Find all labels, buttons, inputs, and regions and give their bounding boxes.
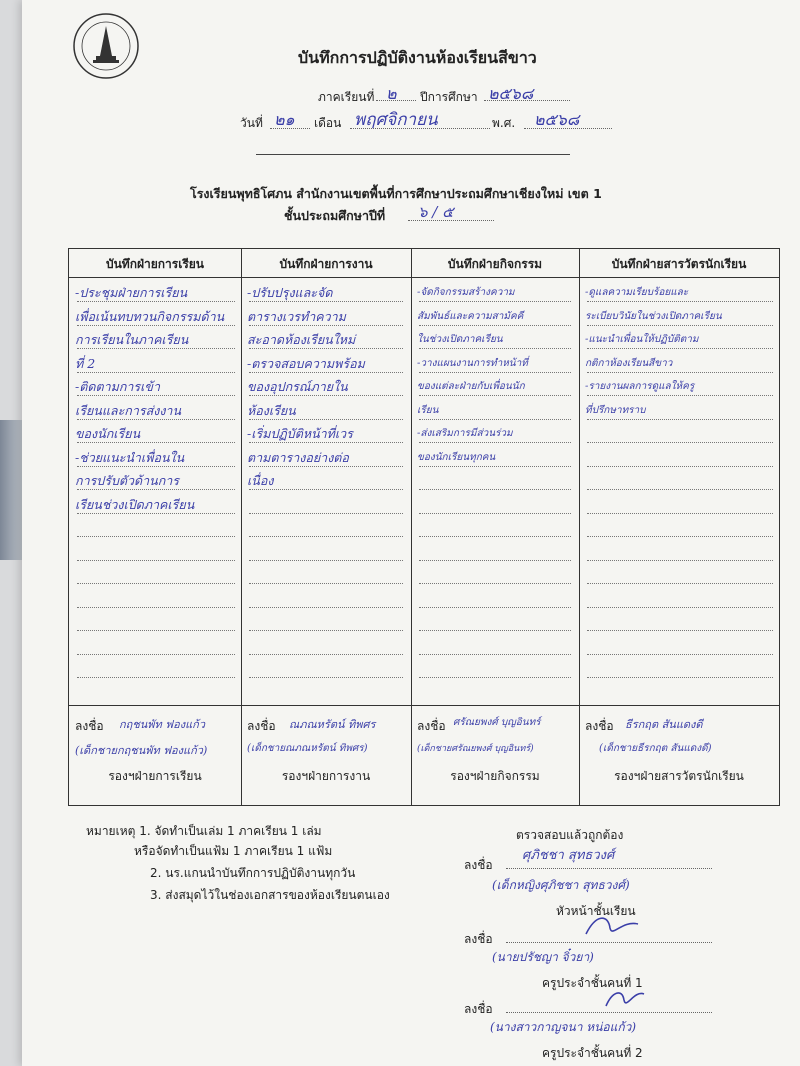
ruled-line [77, 583, 235, 584]
entry-line: การเรียนในภาคเรียน [75, 332, 189, 347]
entry-line: ห้องเรียน [247, 402, 296, 418]
entry-line: ตารางเวรทำความ [247, 308, 346, 324]
note-1: หมายเหตุ 1. จัดทำเป็นเล่ม 1 ภาคเรียน 1 เล่ม [86, 824, 322, 838]
ruled-line [77, 630, 235, 631]
ruled-line [587, 630, 773, 631]
semester-value: ๒ [386, 84, 397, 103]
heading-inspector: บันทึกฝ่ายสารวัตรนักเรียน [611, 257, 747, 271]
ruled-line [587, 442, 773, 443]
printed-name-inspector: (เด็กชายธีรกฤต สันแดงดี) [599, 743, 712, 754]
entry-line: สัมพันธ์และความสามัคคี [417, 310, 524, 322]
entry-line: ของนักเรียน [75, 426, 141, 441]
entry-line: ของนักเรียนทุกคน [417, 451, 496, 463]
role-work: รองฯฝ่ายการงาน [281, 769, 371, 783]
ruled-line [587, 560, 773, 561]
entry-line: การปรับตัวด้านการ [75, 473, 180, 488]
sign-label-inspector: ลงชื่อ [585, 719, 614, 733]
role-academic: รองฯฝ่ายการเรียน [108, 769, 202, 783]
note-1b: หรือจัดทำเป็นแฟ้ม 1 ภาคเรียน 1 แฟ้ม [134, 844, 333, 858]
activity-table [68, 248, 780, 806]
head-signature: ศุภิชชา สุทธวงศ์ [522, 848, 615, 863]
day-label: วันที่ [240, 116, 263, 130]
be-value: ๒๕๖๘ [534, 110, 580, 129]
entry-line: ในช่วงเปิดภาคเรียน [417, 334, 503, 345]
signature-academic: กฤชนพัท ฟองแก้ว [119, 718, 205, 731]
signature-work: ณภณหรัตน์ ทิพศร [289, 718, 376, 731]
heading-work: บันทึกฝ่ายการงาน [279, 257, 373, 271]
ruled-line [249, 677, 403, 678]
entry-line: -ปรับปรุงและจัด [247, 285, 333, 300]
entry-line: -ดูแลความเรียบร้อยและ [585, 287, 689, 298]
printed-name-activity: (เด็กชายศรัณยพงศ์ บุญอินทร์) [417, 744, 534, 754]
ruled-line [419, 583, 571, 584]
entry-line: ที่ 2 [75, 355, 96, 371]
teacher1-role: ครูประจำชั้นคนที่ 1 [542, 976, 643, 990]
ruled-line [587, 654, 773, 655]
ruled-line [249, 630, 403, 631]
school-logo-icon [72, 12, 140, 80]
semester-label: ภาคเรียนที่ [318, 90, 375, 104]
page-title: บันทึกการปฏิบัติงานห้องเรียนสีขาว [298, 48, 537, 67]
signature-inspector: ธีรกฤต สันแดงดี [625, 718, 703, 731]
entry-line: เพื่อเน้นทบทวนกิจกรรมด้าน [75, 308, 225, 324]
teacher1-name: (นายปรัชญา จิ๋วยา) [492, 950, 594, 964]
head-role: หัวหน้าชั้นเรียน [556, 904, 636, 918]
verified-label: ตรวจสอบแล้วถูกต้อง [516, 828, 624, 842]
entry-line: -ส่งเสริมการมีส่วนร่วม [417, 428, 513, 439]
note-3: 3. ส่งสมุดไว้ในช่องเอกสารของห้องเรียนตนเอง [150, 888, 390, 902]
heading-academic: บันทึกฝ่ายการเรียน [105, 257, 205, 271]
entry-line: ระเบียบวินัยในช่วงเปิดภาคเรียน [585, 310, 722, 322]
ruled-line [419, 560, 571, 561]
ruled-line [587, 466, 773, 467]
ruled-line [249, 654, 403, 655]
day-value: ๒๑ [274, 110, 295, 129]
role-inspector: รองฯฝ่ายสารวัตรนักเรียน [614, 769, 744, 783]
ruled-line [77, 536, 235, 537]
entry-line: เนื่อง [247, 473, 274, 488]
ruled-line [587, 583, 773, 584]
year-value: ๒๕๖๘ [488, 84, 534, 103]
ruled-line [587, 536, 773, 537]
entry-line: -วางแผนงานการทำหน้าที่ [417, 357, 528, 369]
teacher1-signature-icon [582, 910, 642, 942]
entry-line: -เริ่มปฏิบัติหน้าที่เวร [247, 426, 353, 441]
entry-line: -ติดตามการเข้า [75, 379, 160, 394]
entry-line: ของอุปกรณ์ภายใน [247, 379, 348, 394]
head-name: (เด็กหญิงศุภิชชา สุทธวงศ์) [492, 878, 630, 892]
teacher2-name: (นางสาวกาญจนา หน่อแก้ว) [490, 1020, 637, 1034]
entry-line: ที่ปรึกษาทราบ [585, 404, 646, 416]
entry-line: -จัดกิจกรรมสร้างความ [417, 287, 515, 298]
school-line: โรงเรียนพุทธิโศภน สำนักงานเขตพื้นที่การศึกษาประถมศึกษาเชียงใหม่ เขต 1 [190, 186, 602, 201]
printed-name-academic: (เด็กชายกฤชนพัท ฟองแก้ว) [75, 744, 208, 757]
entry-line: -รายงานผลการดูแลให้ครู [585, 381, 695, 392]
month-label: เดือน [314, 116, 342, 130]
entry-line: -ช่วยแนะนำเพื่อนใน [75, 449, 185, 465]
ruled-line [249, 536, 403, 537]
ruled-line [419, 513, 571, 514]
inspector-entries [585, 281, 777, 422]
sign-label-activity: ลงชื่อ [417, 719, 446, 733]
work-entries [247, 281, 409, 493]
grade-value: ๖ / ๕ [418, 203, 454, 221]
record-sheet [22, 0, 800, 1066]
year-label: ปีการศึกษา [420, 90, 478, 104]
grade-label: ชั้นประถมศึกษาปีที่ [284, 208, 386, 223]
role-activity: รองฯฝ่ายกิจกรรม [450, 769, 540, 783]
teacher2-signature-icon [602, 984, 648, 1014]
ruled-line [587, 489, 773, 490]
sign-label-work: ลงชื่อ [247, 719, 276, 733]
month-value: พฤศจิกายน [354, 110, 438, 130]
divider [256, 154, 570, 155]
ruled-line [419, 630, 571, 631]
entry-line: ตามตารางอย่างต่อ [247, 449, 349, 465]
entry-line: -ตรวจสอบความพร้อม [247, 355, 365, 371]
ruled-line [419, 489, 571, 490]
be-label: พ.ศ. [492, 116, 516, 130]
ruled-line [419, 654, 571, 655]
entry-line: -ประชุมฝ่ายการเรียน [75, 285, 188, 300]
head-sign-label: ลงชื่อ [464, 858, 493, 872]
entry-line: เรียนช่วงเปิดภาคเรียน [75, 496, 195, 512]
ruled-line [77, 654, 235, 655]
ruled-line [77, 607, 235, 608]
sign-label-academic: ลงชื่อ [75, 719, 104, 733]
ruled-line [249, 560, 403, 561]
entry-line: ของแต่ละฝ่ายกับเพื่อนนัก [417, 381, 525, 392]
entry-line: สะอาดห้องเรียนใหม่ [247, 332, 356, 347]
entry-line: กติกาห้องเรียนสีขาว [585, 357, 673, 369]
entry-line: เรียน [417, 404, 439, 416]
entry-line: เรียนและการส่งงาน [75, 402, 181, 418]
note-2: 2. นร.แกนนำบันทึกการปฏิบัติงานทุกวัน [150, 866, 356, 880]
ruled-line [249, 583, 403, 584]
printed-name-work: (เด็กชายณภณหรัตน์ ทิพศร) [247, 743, 368, 754]
heading-activity: บันทึกฝ่ายกิจกรรม [447, 257, 543, 271]
ruled-line [249, 513, 403, 514]
ruled-line [419, 607, 571, 608]
ruled-line [587, 513, 773, 514]
ruled-line [249, 607, 403, 608]
ruled-line [587, 607, 773, 608]
teacher2-sign-label: ลงชื่อ [464, 1002, 493, 1016]
ruled-line [587, 677, 773, 678]
ruled-line [77, 560, 235, 561]
teacher1-sign-label: ลงชื่อ [464, 932, 493, 946]
signature-activity: ศรัณยพงศ์ บุญอินทร์ [453, 717, 541, 728]
ruled-line [419, 536, 571, 537]
teacher2-role: ครูประจำชั้นคนที่ 2 [542, 1046, 643, 1060]
ruled-line [77, 677, 235, 678]
ruled-line [419, 677, 571, 678]
academic-entries [75, 281, 239, 516]
activity-entries [417, 281, 577, 469]
entry-line: -แนะนำเพื่อนให้ปฏิบัติตาม [585, 334, 699, 345]
